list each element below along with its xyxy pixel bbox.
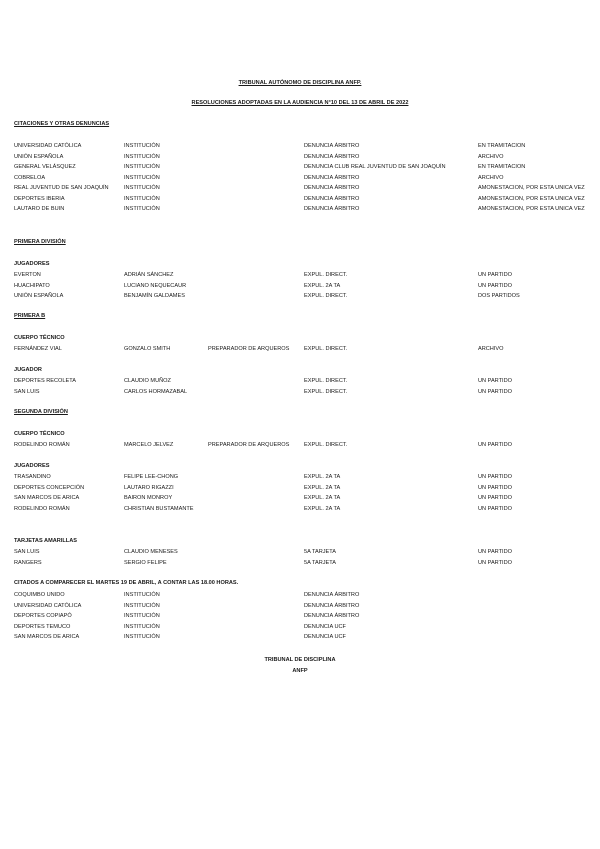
subheading-cuerpo-tecnico: CUERPO TÉCNICO: [14, 431, 65, 437]
club-name: SAN MARCOS DE ARICA: [14, 634, 80, 640]
club-name: RODELINDO ROMÁN: [14, 505, 70, 512]
table-row: [0, 205, 600, 213]
club-name: SAN MARCOS DE ARICA: [14, 495, 80, 501]
resolution: UN PARTIDO: [478, 282, 512, 289]
person-name: INSTITUCIÓN: [124, 164, 160, 170]
person-name: MARCELO JELVEZ: [124, 442, 174, 448]
infraction: 5A TARJETA: [304, 559, 337, 566]
person-name: INSTITUCIÓN: [124, 195, 160, 202]
table-row: [0, 282, 600, 290]
table-row: [0, 548, 600, 556]
resolution: AMONESTACION, POR ESTA UNICA VEZ: [478, 206, 585, 212]
person-name: INSTITUCIÓN: [124, 613, 160, 619]
table-row: [0, 612, 600, 620]
club-name: FERNÁNDEZ VIAL: [14, 346, 62, 352]
resolution: ARCHIVO: [478, 153, 504, 160]
infraction: EXPUL. DIRECT.: [304, 272, 348, 278]
table-row: [0, 633, 600, 641]
infraction: DENUNCIA ÁRBITRO: [304, 613, 360, 619]
person-name: CLAUDIO MUÑOZ: [124, 378, 171, 384]
person-name: GONZALO SMITH: [124, 346, 171, 352]
infraction: EXPUL. DIRECT.: [304, 346, 348, 352]
footer-tribunal: TRIBUNAL DE DISCIPLINA: [264, 657, 336, 663]
person-name: LUCIANO NEQUECAUR: [124, 282, 187, 289]
club-name: COBRELOA: [14, 174, 46, 181]
infraction: DENUNCIA ÁRBITRO: [304, 153, 360, 160]
club-name: DEPORTES COPIAPÓ: [14, 613, 72, 619]
infraction: EXPUL. DIRECT.: [304, 378, 348, 384]
role: PREPARADOR DE ARQUEROS: [208, 346, 290, 352]
table-row: [0, 473, 600, 481]
table-row: [0, 292, 600, 300]
table-row: [0, 345, 600, 353]
infraction: DENUNCIA UCF: [304, 623, 346, 630]
resolution: UN PARTIDO: [478, 559, 512, 566]
club-name: SAN LUIS: [14, 549, 40, 555]
table-row: [0, 484, 600, 492]
resolution: UN PARTIDO: [478, 505, 512, 512]
table-row: [0, 623, 600, 631]
person-name: CHRISTIAN BUSTAMANTE: [124, 505, 194, 512]
person-name: INSTITUCIÓN: [124, 634, 160, 640]
club-name: LAUTARO DE BUIN: [14, 206, 65, 212]
club-name: RODELINDO ROMÁN: [14, 442, 70, 448]
infraction: EXPUL. 2A TA: [304, 474, 341, 480]
person-name: INSTITUCIÓN: [124, 206, 160, 212]
resolution: UN PARTIDO: [478, 549, 512, 555]
person-name: ADRIÁN SÁNCHEZ: [124, 272, 174, 278]
resolution: UN PARTIDO: [478, 388, 512, 395]
infraction: DENUNCIA ÁRBITRO: [304, 185, 360, 191]
infraction: 5A TARJETA: [304, 549, 337, 555]
resolution: EN TRAMITACION: [478, 143, 526, 149]
person-name: INSTITUCIÓN: [124, 185, 160, 191]
table-row: [0, 142, 600, 150]
person-name: INSTITUCIÓN: [124, 143, 160, 149]
table-row: [0, 559, 600, 567]
infraction: EXPUL. 2A TA: [304, 495, 341, 501]
table-row: [0, 591, 600, 599]
resolution: ARCHIVO: [478, 174, 504, 181]
infraction: DENUNCIA CLUB REAL JUVENTUD DE SAN JOAQUÍN: [304, 164, 446, 170]
document-title: TRIBUNAL AUTÓNOMO DE DISCIPLINA ANFP.: [238, 80, 362, 86]
resolution: ARCHIVO: [478, 346, 504, 352]
role: PREPARADOR DE ARQUEROS: [208, 442, 290, 448]
table-row: [0, 441, 600, 449]
infraction: DENUNCIA ÁRBITRO: [304, 206, 360, 212]
infraction: DENUNCIA ÁRBITRO: [304, 602, 360, 609]
section-heading-primera-b: PRIMERA B: [14, 313, 46, 319]
section-heading-primera-division: PRIMERA DIVISIÓN: [14, 239, 66, 245]
infraction: EXPUL. DIRECT.: [304, 388, 348, 395]
subheading-citados: CITADOS A COMPARECER EL MARTES 19 DE ABRIL, A CONTAR LAS 18.00 HORAS.: [14, 580, 239, 586]
club-name: DEPORTES RECOLETA: [14, 378, 76, 384]
person-name: CLAUDIO MENESES: [124, 549, 178, 555]
subheading-cuerpo-tecnico: CUERPO TÉCNICO: [14, 335, 65, 341]
infraction: EXPUL. DIRECT.: [304, 442, 348, 448]
infraction: DENUNCIA ÁRBITRO: [304, 592, 360, 598]
table-row: [0, 494, 600, 502]
infraction: DENUNCIA ÁRBITRO: [304, 143, 360, 149]
person-name: INSTITUCIÓN: [124, 623, 160, 630]
resolution: UN PARTIDO: [478, 474, 512, 480]
club-name: DEPORTES CONCEPCIÓN: [14, 484, 85, 491]
person-name: INSTITUCIÓN: [124, 174, 160, 181]
person-name: LAUTARO RIGAZZI: [124, 484, 174, 491]
section-heading-citaciones: CITACIONES Y OTRAS DENUNCIAS: [14, 121, 110, 127]
table-row: [0, 153, 600, 161]
resolution: UN PARTIDO: [478, 495, 512, 501]
club-name: UNIVERSIDAD CATÓLICA: [14, 602, 82, 609]
infraction: DENUNCIA ÁRBITRO: [304, 174, 360, 181]
resolution: DOS PARTIDOS: [478, 293, 520, 299]
person-name: INSTITUCIÓN: [124, 602, 160, 609]
infraction: DENUNCIA UCF: [304, 634, 346, 640]
resolution: UN PARTIDO: [478, 484, 512, 491]
infraction: EXPUL. 2A TA: [304, 505, 341, 512]
table-row: [0, 195, 600, 203]
table-row: [0, 388, 600, 396]
club-name: DEPORTES IBERIA: [14, 195, 65, 202]
subheading-jugador: JUGADOR: [14, 367, 42, 373]
table-row: [0, 184, 600, 192]
person-name: BENJAMÍN GALDAMES: [124, 293, 185, 299]
table-row: [0, 174, 600, 182]
infraction: EXPUL. 2A TA: [304, 282, 341, 289]
resolution: AMONESTACION, POR ESTA UNICA VEZ: [478, 195, 585, 202]
footer-anfp: ANFP: [292, 668, 308, 674]
club-name: EVERTON: [14, 272, 41, 278]
person-name: FELIPE LEE-CHONG: [124, 474, 179, 480]
table-row: [0, 271, 600, 279]
club-name: COQUIMBO UNIDO: [14, 592, 65, 598]
resolution: UN PARTIDO: [478, 442, 512, 448]
document-subtitle: RESOLUCIONES ADOPTADAS EN LA AUDIENCIA N°10 DEL 13 DE ABRIL DE 2022: [191, 100, 409, 106]
person-name: BAIRON MONROY: [124, 495, 173, 501]
resolution: UN PARTIDO: [478, 378, 512, 384]
resolution: EN TRAMITACION: [478, 164, 526, 170]
club-name: UNIÓN ESPAÑOLA: [14, 293, 64, 299]
subheading-tarjetas-amarillas: TARJETAS AMARILLAS: [14, 538, 77, 544]
club-name: HUACHIPATO: [14, 282, 50, 289]
club-name: SAN LUIS: [14, 388, 40, 395]
club-name: UNIVERSIDAD CATÓLICA: [14, 143, 82, 149]
infraction: EXPUL. 2A TA: [304, 484, 341, 491]
table-row: [0, 377, 600, 385]
infraction: DENUNCIA ÁRBITRO: [304, 195, 360, 202]
infraction: EXPUL. DIRECT.: [304, 293, 348, 299]
section-heading-segunda-division: SEGUNDA DIVISIÓN: [14, 409, 68, 415]
club-name: DEPORTES TEMUCO: [14, 623, 71, 630]
table-row: [0, 163, 600, 171]
person-name: INSTITUCIÓN: [124, 153, 160, 160]
subheading-jugadores: JUGADORES: [14, 261, 50, 267]
person-name: INSTITUCIÓN: [124, 592, 160, 598]
resolution: UN PARTIDO: [478, 272, 512, 278]
club-name: GENERAL VELÁSQUEZ: [14, 164, 76, 170]
subheading-jugadores: JUGADORES: [14, 463, 50, 469]
club-name: RANGERS: [14, 559, 42, 566]
resolution: AMONESTACION, POR ESTA UNICA VEZ: [478, 185, 585, 191]
person-name: CARLOS HORMAZABAL: [124, 388, 188, 395]
table-row: [0, 505, 600, 513]
table-row: [0, 602, 600, 610]
club-name: UNIÓN ESPAÑOLA: [14, 153, 64, 160]
person-name: SERGIO FELIPE: [124, 559, 167, 566]
club-name: TRASANDINO: [14, 474, 51, 480]
club-name: REAL JUVENTUD DE SAN JOAQUÍN: [14, 185, 109, 191]
